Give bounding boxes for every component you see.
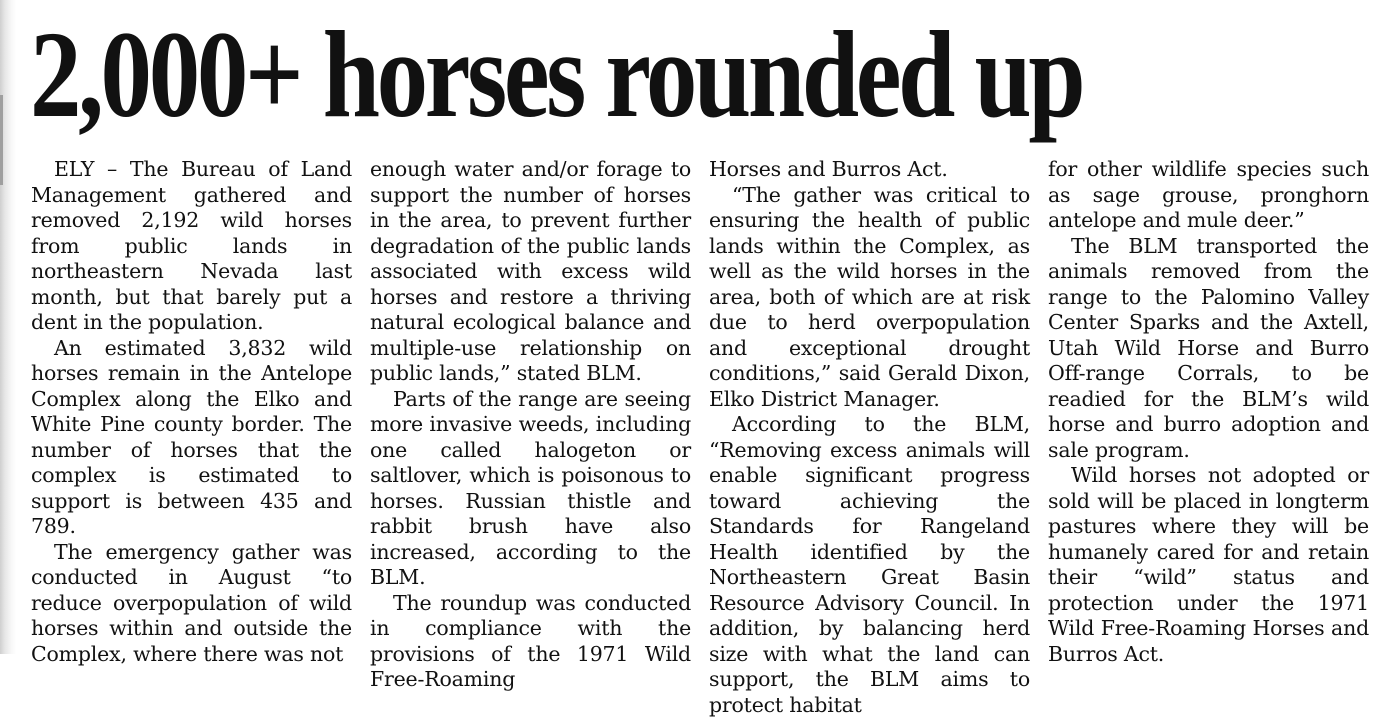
paragraph: The BLM transported the animals removed from the range to the Palomino Valley Center Sparks and the Axtell, Utah Wild Horse and Burro Off-range Corrals, to be readied for the BLM’s wild horse and burro adoption and sale program. — [1048, 233, 1369, 462]
page-edge-shadow — [0, 0, 16, 654]
paragraph: The roundup was conducted in compliance with the provisions of the 1971 Wild Free-Roaming — [370, 590, 691, 691]
paragraph: Wild horses not adopted or sold will be placed in longterm pastures where they will be humanely cared for and retain their “wild” status and protection under the 1971 Wild Free-Roaming Horses and Burros Act. — [1048, 463, 1369, 666]
paragraph-continued: enough water and/or forage to support the number of horses in the area, to prevent further degradation of the public lands associated with excess wild horses and restore a thriving natural ecological balance and multiple-use relationship on public lands,” stated BLM. — [370, 157, 691, 385]
paragraph: “The gather was critical to ensuring the health of public lands within the Complex, as well as the wild horses in the area, both of which are at risk due to herd overpopulation and exceptional drought conditions,” said Gerald Dixon, Elko District Manager. — [709, 182, 1030, 411]
paragraph-continued: for other wildlife species such as sage grouse, pronghorn antelope and mule deer.” — [1048, 157, 1369, 232]
paragraph: Parts of the range are seeing more invasive weeds, including one called halogeton or saltlover, which is poisonous to horses. Russian thistle and rabbit brush have also increased, according to the BLM. — [370, 386, 691, 589]
article-column-2 — [370, 157, 691, 691]
paragraph: ELY – The Bureau of Land Management gathered and removed 2,192 wild horses from public lands in northeastern Nevada last month, but that barely put a dent in the population. — [31, 157, 352, 334]
article-column-4 — [1048, 157, 1369, 666]
article-body — [31, 157, 1370, 717]
headline: 2,000+ horses rounded up — [30, 6, 1083, 143]
paragraph: An estimated 3,832 wild horses remain in the Antelope Complex along the Elko and White Pine county border. The number of horses that the complex is estimated to support is between 435 and 789. — [31, 335, 352, 538]
article-column-1 — [31, 157, 352, 666]
paragraph-continued: Horses and Burros Act. — [709, 157, 948, 181]
article-column-3 — [709, 157, 1030, 717]
paragraph: The emergency gather was conducted in August “to reduce overpopulation of wild horses within and outside the Complex, where there was not — [31, 539, 352, 666]
paragraph: According to the BLM, “Removing excess animals will enable significant progress toward achieving the Standards for Rangeland Health identified by the Northeastern Great Basin Resource Advisory Council. In addition, by balancing herd size with what the land can support, the BLM aims to protect habitat — [709, 412, 1030, 717]
